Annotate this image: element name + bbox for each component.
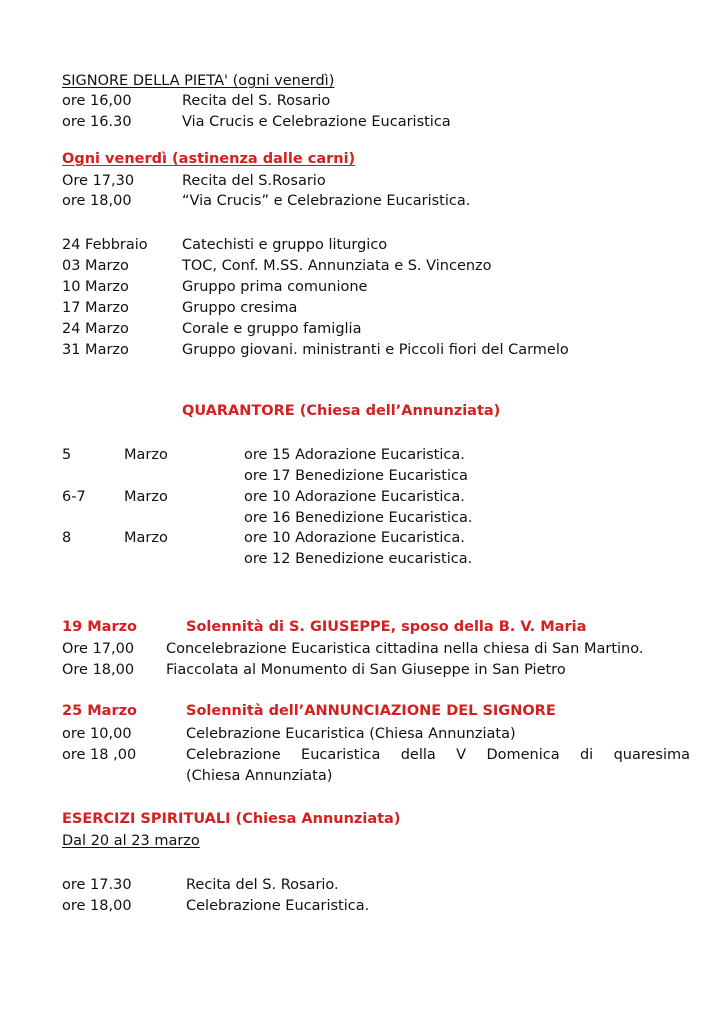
turno-text: Catechisti e gruppo liturgico [182, 237, 388, 253]
turno-date: 17 Marzo [62, 300, 129, 316]
word: della [400, 747, 436, 763]
pieta-time-1: ore 16,00 [62, 93, 132, 109]
turno-text: Corale e gruppo famiglia [182, 321, 362, 337]
quarantore-text: ore 12 Benedizione eucaristica. [244, 551, 473, 567]
quarantore-text: ore 17 Benedizione Eucaristica [244, 468, 468, 484]
turno-text: Gruppo giovani. ministranti e Piccoli fiori del Carmelo [182, 342, 569, 358]
pieta-heading: SIGNORE DELLA PIETA' (ogni venerdì) [62, 73, 335, 89]
venerdi-time-1: Ore 17,30 [62, 173, 135, 189]
pieta-text-2: Via Crucis e Celebrazione Eucaristica [182, 114, 451, 130]
annunciazione-time-1: ore 10,00 [62, 726, 132, 742]
quarantore-text: ore 10 Adorazione Eucaristica. [244, 530, 465, 546]
quarantore-heading: QUARANTORE (Chiesa dell’Annunziata) [182, 403, 501, 419]
giuseppe-text-1: Concelebrazione Eucaristica cittadina nella chiesa di San Martino. [166, 641, 644, 657]
pieta-time-2: ore 16.30 [62, 114, 132, 130]
quarantore-text: ore 10 Adorazione Eucaristica. [244, 489, 465, 505]
quarantore-day: 5 [62, 447, 72, 463]
esercizi-time-1: ore 17.30 [62, 877, 132, 893]
venerdi-time-2: ore 18,00 [62, 193, 132, 209]
quarantore-month: Marzo [124, 489, 168, 505]
giuseppe-time-1: Ore 17,00 [62, 641, 135, 657]
turno-date: 03 Marzo [62, 258, 129, 274]
quarantore-day: 6-7 [62, 489, 86, 505]
word: V [456, 747, 467, 763]
quarantore-day: 8 [62, 530, 72, 546]
annunciazione-text-1: Celebrazione Eucaristica (Chiesa Annunziata) [186, 726, 516, 742]
turno-text: TOC, Conf. M.SS. Annunziata e S. Vincenzo [182, 258, 492, 274]
word: quaresima [613, 747, 690, 763]
giuseppe-text-2: Fiaccolata al Monumento di San Giuseppe in San Pietro [166, 662, 566, 678]
turno-text: Gruppo prima comunione [182, 279, 368, 295]
giuseppe-title: Solennità di S. GIUSEPPE, sposo della B. V. Maria [186, 619, 587, 635]
quarantore-month: Marzo [124, 447, 168, 463]
word: Domenica [486, 747, 560, 763]
turno-date: 24 Marzo [62, 321, 129, 337]
annunciazione-text-2 [186, 746, 690, 764]
quarantore-text: ore 15 Adorazione Eucaristica. [244, 447, 465, 463]
annunciazione-time-2: ore 18 ,00 [62, 747, 137, 763]
word: Eucaristica [301, 747, 381, 763]
venerdi-text-2: “Via Crucis” e Celebrazione Eucaristica. [182, 193, 471, 209]
quarantore-month: Marzo [124, 530, 168, 546]
turno-date: 10 Marzo [62, 279, 129, 295]
turno-text: Gruppo cresima [182, 300, 298, 316]
word: di [579, 747, 594, 763]
pieta-text-1: Recita del S. Rosario [182, 93, 331, 109]
esercizi-time-2: ore 18,00 [62, 898, 132, 914]
quarantore-text: ore 16 Benedizione Eucaristica. [244, 510, 473, 526]
annunciazione-title: Solennità dell’ANNUNCIAZIONE DEL SIGNORE [186, 703, 556, 719]
esercizi-subheading: Dal 20 al 23 marzo [62, 833, 200, 849]
giuseppe-time-2: Ore 18,00 [62, 662, 135, 678]
esercizi-text-2: Celebrazione Eucaristica. [186, 898, 370, 914]
annunciazione-continuation: (Chiesa Annunziata) [186, 768, 333, 784]
venerdi-text-1: Recita del S.Rosario [182, 173, 326, 189]
giuseppe-date: 19 Marzo [62, 619, 137, 635]
turno-date: 31 Marzo [62, 342, 129, 358]
annunciazione-date: 25 Marzo [62, 703, 137, 719]
venerdi-heading: Ogni venerdì (astinenza dalle carni) [62, 151, 356, 167]
esercizi-text-1: Recita del S. Rosario. [186, 877, 339, 893]
esercizi-heading: ESERCIZI SPIRITUALI (Chiesa Annunziata) [62, 811, 401, 827]
word: Celebrazione [186, 747, 281, 763]
turno-date: 24 Febbraio [62, 237, 148, 253]
